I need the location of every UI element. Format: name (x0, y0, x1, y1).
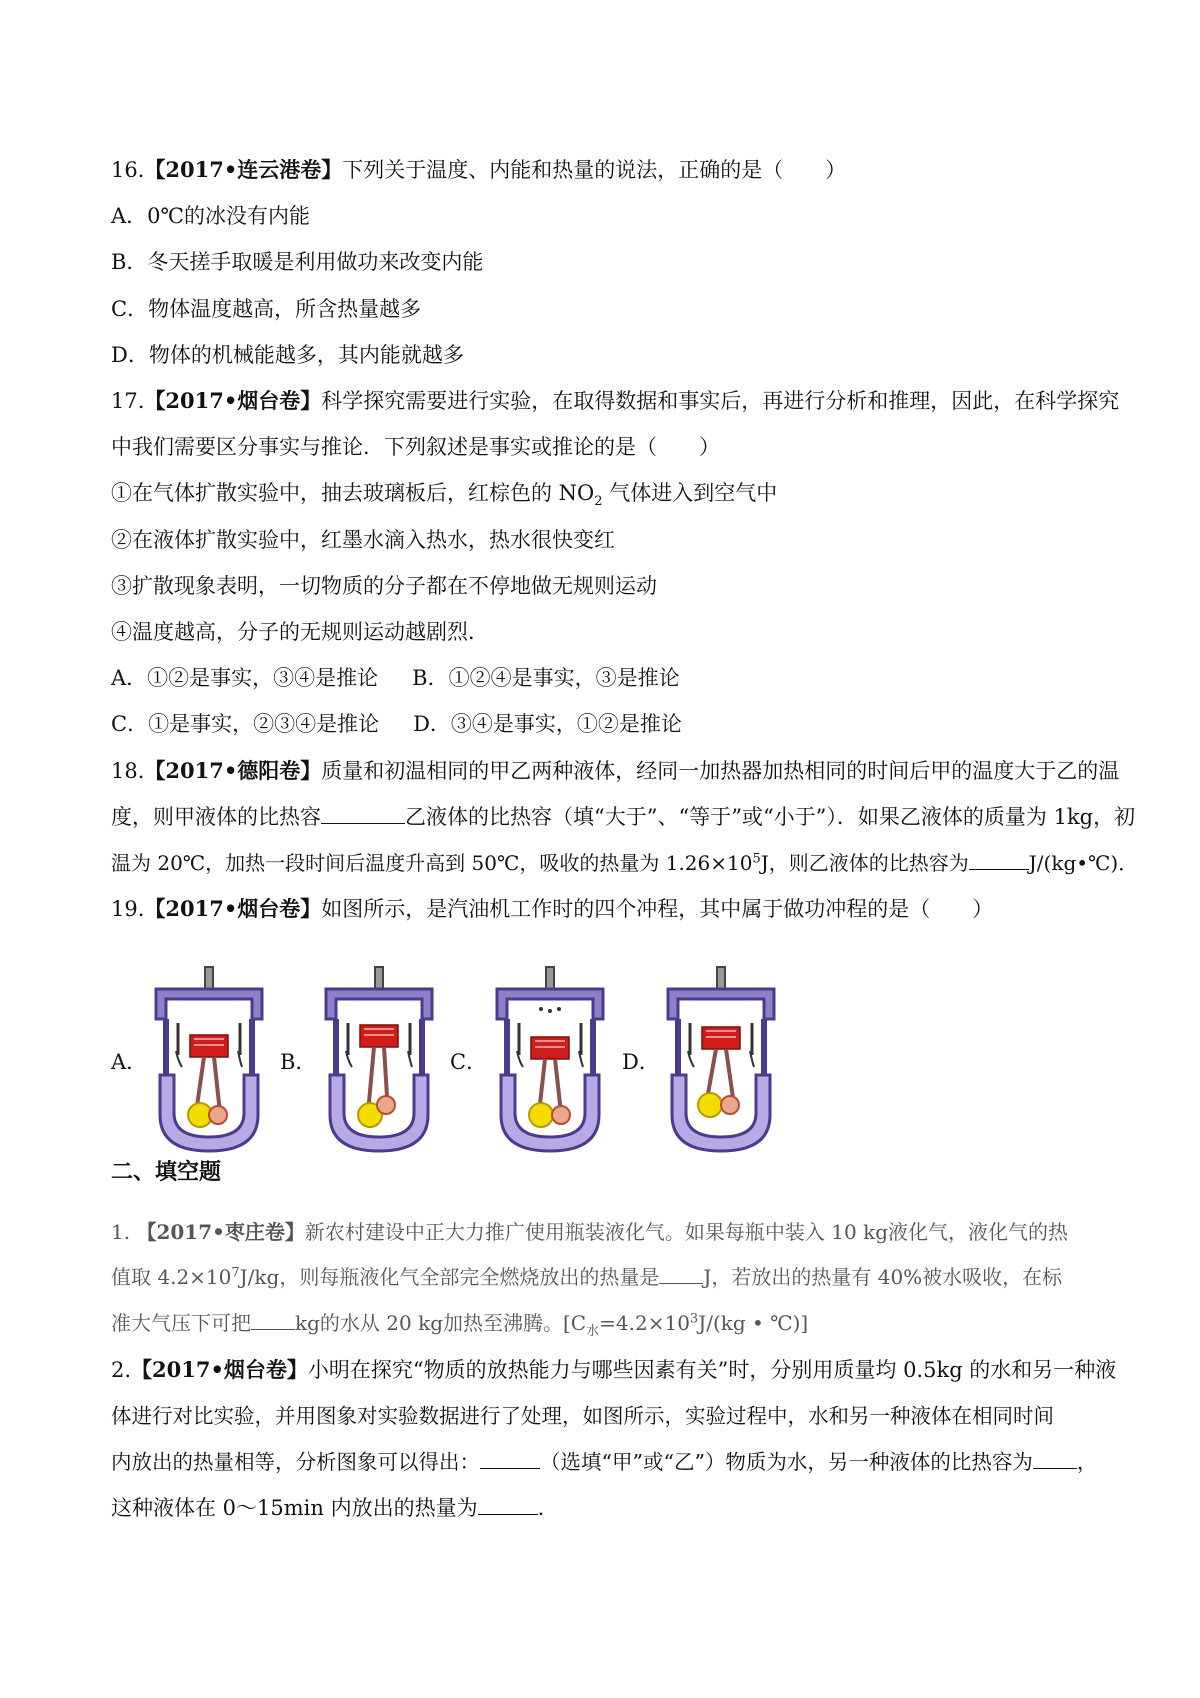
q19-label-a: A． (111, 1050, 148, 1074)
q17-number: 17. (111, 389, 145, 413)
engine-body (156, 967, 262, 1151)
f2-line2: 体进行对比实验，并用图象对实验数据进行了处理，如图所示，实验过程中，水和另一种液体在相同时间 (111, 1404, 1054, 1428)
q18-line3 (111, 849, 1138, 877)
q18-blank-1[interactable] (321, 803, 405, 824)
f1-text-3d: J/(kg • ℃)] (698, 1311, 809, 1335)
f2-blank-2[interactable] (1033, 1448, 1077, 1469)
f2-text-4a: 这种液体在 0～15min 内放出的热量为 (111, 1496, 478, 1520)
f1-line1 (111, 1218, 1068, 1246)
q18-blank-2[interactable] (969, 849, 1029, 870)
q19-source: 【2017•烟台卷】 (144, 896, 322, 921)
q17-s1-tail: 气体进入到空气中 (602, 481, 778, 505)
f1-text-2c: J，若放出的热量有 40%被水吸收，在标 (703, 1265, 1063, 1289)
q17-source: 【2017•烟台卷】 (144, 388, 322, 413)
f1-text-3a: 准大气压下可把 (111, 1311, 251, 1335)
f1-number: 1. (111, 1220, 131, 1244)
f1-source: 【2017•枣庄卷】 (136, 1220, 305, 1244)
q17-option-a: A．①②是事实，③④是推论 (111, 666, 379, 690)
q19-label-c: C． (450, 1050, 488, 1074)
q17-statement-1 (111, 479, 778, 510)
f2-line1 (111, 1356, 1116, 1384)
q19-stem (111, 895, 993, 923)
f2-blank-3[interactable] (478, 1494, 538, 1515)
section-title: 二、填空题 (111, 1159, 222, 1185)
f2-blank-1[interactable] (480, 1448, 540, 1469)
f2-number: 2. (111, 1358, 132, 1382)
f1-superscript-2: 3 (689, 1311, 699, 1327)
q16-text: 下列关于温度、内能和热量的说法，正确的是（ ） (342, 158, 847, 182)
q16-number: 16. (111, 158, 145, 182)
q17-option-c: C．①是事实，②③④是推论 (111, 712, 380, 736)
q16-option-d: D．物体的机械能越多，其内能就越多 (111, 343, 464, 367)
q17-stem-line2: 中我们需要区分事实与推论．下列叙述是事实或推论的是（ ） (111, 435, 720, 459)
q18-superscript: 5 (752, 851, 761, 867)
q18-text-3a: 温为 20℃，加热一段时间后温度升高到 50℃，吸收的热量为 1.26×10 (111, 851, 753, 875)
engine-body (668, 967, 774, 1151)
q18-text-3b: J，则乙液体的比热容为 (760, 851, 969, 875)
q16-option-a: A．0℃的冰没有内能 (111, 204, 311, 228)
q18-text-2b: 乙液体的比热容（填“大于”、“等于”或“小于”）．如果乙液体的质量为 1kg，初 (405, 805, 1136, 829)
f1-text-2b: J/kg，则每瓶液化气全部完全燃烧放出的热量是 (239, 1265, 660, 1289)
engine-body (497, 967, 603, 1151)
f1-blank-1[interactable] (659, 1263, 703, 1284)
q18-text-1: 质量和初温相同的甲乙两种液体，经同一加热器加热相同的时间后甲的温度大于乙的温 (321, 759, 1120, 783)
engine-diagram-d[interactable] (660, 965, 782, 1155)
f1-line2 (111, 1263, 1062, 1291)
f1-text-1: 新农村建设中正大力推广使用瓶装液化气。如果每瓶中装入 10 kg液化气，液化气的热 (304, 1220, 1068, 1244)
f2-line4 (111, 1494, 544, 1522)
f1-line3 (111, 1309, 808, 1337)
q18-number: 18. (111, 759, 145, 783)
q18-text-3c: J/(kg•℃)． (1028, 851, 1139, 875)
q16-option-c: C．物体温度越高，所含热量越多 (111, 297, 422, 321)
engine-body (326, 967, 432, 1151)
f2-text-3c: ， (1076, 1450, 1098, 1474)
q18-source: 【2017•德阳卷】 (144, 758, 322, 783)
q17-stem-line1 (111, 387, 1119, 415)
engine-diagram-b[interactable] (318, 965, 440, 1155)
f2-source: 【2017•烟台卷】 (131, 1357, 308, 1382)
q18-line1 (111, 757, 1119, 785)
q16-stem (111, 156, 846, 184)
q19-text: 如图所示，是汽油机工作时的四个冲程，其中属于做功冲程的是（ ） (321, 897, 994, 921)
f1-text-2a: 值取 4.2×10 (111, 1265, 232, 1289)
f1-blank-2[interactable] (251, 1309, 295, 1330)
q16-option-b: B．冬天搓手取暖是利用做功来改变内能 (111, 250, 484, 274)
q17-statement-3: ③扩散现象表明，一切物质的分子都在不停地做无规则运动 (111, 574, 657, 598)
q19-label-b: B． (280, 1050, 317, 1074)
q18-line2 (111, 803, 1135, 831)
f2-text-4b: . (537, 1496, 545, 1520)
q17-statement-2: ②在液体扩散实验中，红墨水滴入热水，热水很快变红 (111, 528, 615, 552)
f1-superscript-1: 7 (231, 1265, 240, 1281)
q17-options-ab (111, 664, 680, 692)
f2-line3 (111, 1448, 1097, 1476)
q17-text-1: 科学探究需要进行实验，在取得数据和事实后，再进行分析和推理，因此，在科学探究 (321, 389, 1120, 413)
q16-source: 【2017•连云港卷】 (144, 157, 343, 182)
f2-text-3a: 内放出的热量相等，分析图象可以得出： (111, 1450, 480, 1474)
q18-text-2a: 度，则甲液体的比热容 (111, 805, 321, 829)
q17-s1-text: ①在气体扩散实验中，抽去玻璃板后，红棕色的 NO (111, 481, 595, 505)
q19-number: 19. (111, 897, 145, 921)
engine-diagram-a[interactable] (148, 965, 270, 1155)
f2-text-1: 小明在探究“物质的放热能力与哪些因素有关”时，分别用质量均 0.5kg 的水和另一种液 (307, 1358, 1117, 1382)
engine-diagram-c[interactable] (489, 965, 611, 1155)
f1-text-3b: kg的水从 20 kg加热至沸腾。[C (295, 1311, 587, 1335)
q19-label-d: D． (622, 1050, 660, 1074)
q17-s1-subscript: 2 (594, 494, 603, 510)
f1-text-3c: =4.2×10 (599, 1311, 690, 1335)
q17-option-d: D．③④是事实，①②是推论 (413, 712, 682, 736)
f1-subscript: 水 (586, 1324, 600, 1339)
f2-text-3b: （选填“甲”或“乙”）物质为水，另一种液体的比热容为 (540, 1450, 1033, 1474)
q17-option-b: B．①②④是事实，③是推论 (412, 666, 680, 690)
q17-options-cd (111, 710, 682, 738)
q17-statement-4: ④温度越高，分子的无规则运动越剧烈． (111, 620, 489, 644)
